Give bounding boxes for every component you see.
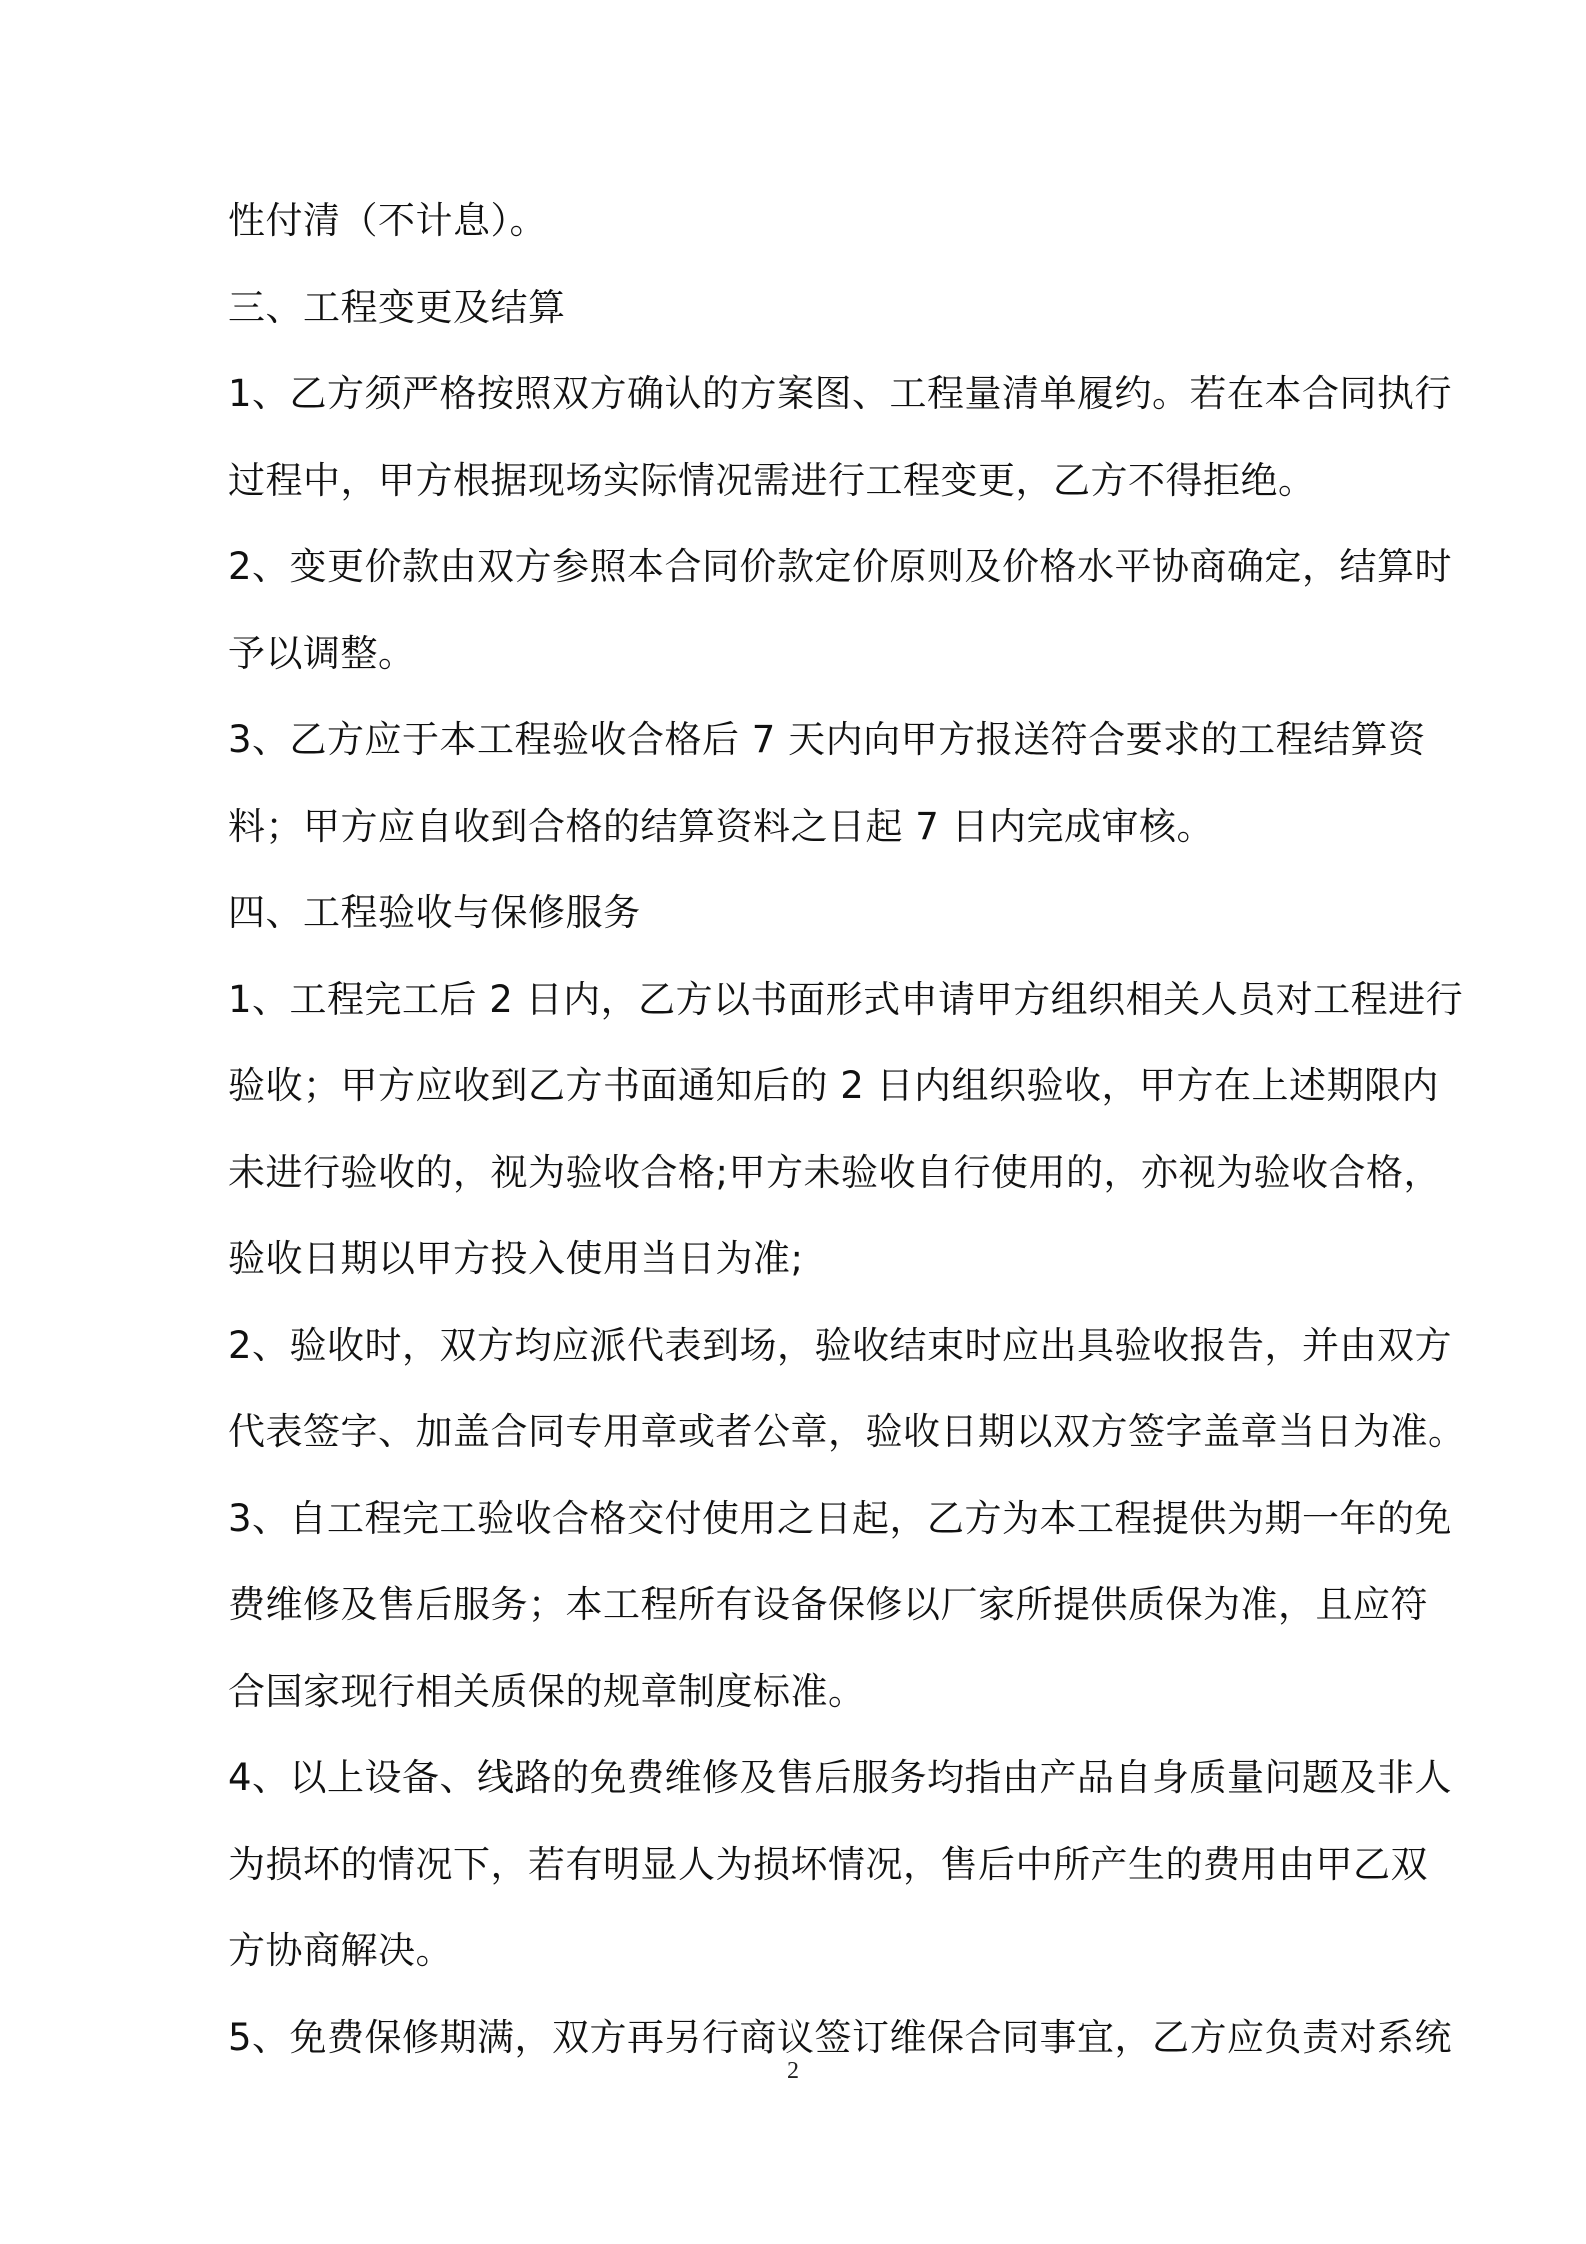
text-line-3: 1、乙方须严格按照双方确认的方案图、工程量清单履约。若在本合同执行 [228,372,1453,415]
text-line-7: 3、乙方应于本工程验收合格后 7 天内向甲方报送符合要求的工程结算资 [228,718,1426,761]
text-line-18: 合国家现行相关质保的规章制度标准。 [228,1669,866,1713]
text-line-14: 2、验收时，双方均应派代表到场，验收结束时应出具验收报告，并由双方 [228,1323,1453,1367]
text-line-8: 料；甲方应自收到合格的结算资料之日起 7 日内完成审核。 [228,804,1215,848]
page-number: 2 [787,2058,799,2084]
text-line-6: 予以调整。 [228,631,416,675]
text-line-10: 1、工程完工后 2 日内，乙方以书面形式申请甲方组织相关人员对工程进行 [228,977,1464,1021]
text-line-21: 方协商解决。 [228,1929,453,1972]
text-line-19: 4、以上设备、线路的免费维修及售后服务均指由产品自身质量问题及非人 [228,1756,1453,1799]
text-line-4: 过程中，甲方根据现场实际情况需进行工程变更，乙方不得拒绝。 [228,458,1316,502]
text-line-15: 代表签字、加盖合同专用章或者公章，验收日期以双方签字盖章当日为准。 [228,1410,1466,1453]
text-line-20: 为损坏的情况下，若有明显人为损坏情况，售后中所产生的费用由甲乙双 [228,1842,1428,1886]
text-line-1: 性付清（不计息）。 [228,199,547,242]
text-line-22: 5、免费保修期满，双方再另行商议签订维保合同事宜，乙方应负责对系统 [228,2015,1453,2059]
section-heading-4: 四、工程验收与保修服务 [228,891,641,934]
document-body [228,178,1466,2081]
text-line-12: 未进行验收的，视为验收合格;甲方未验收自行使用的，亦视为验收合格， [228,1150,1441,1194]
text-line-16: 3、自工程完工验收合格交付使用之日起，乙方为本工程提供为期一年的免 [228,1496,1453,1540]
text-line-11: 验收；甲方应收到乙方书面通知后的 2 日内组织验收，甲方在上述期限内 [228,1064,1440,1107]
text-line-13: 验收日期以甲方投入使用当日为准; [228,1237,804,1280]
text-line-17: 费维修及售后服务；本工程所有设备保修以厂家所提供质保为准，且应符 [228,1583,1428,1626]
section-heading-3: 三、工程变更及结算 [228,285,566,329]
text-line-5: 2、变更价款由双方参照本合同价款定价原则及价格水平协商确定，结算时 [228,545,1453,588]
